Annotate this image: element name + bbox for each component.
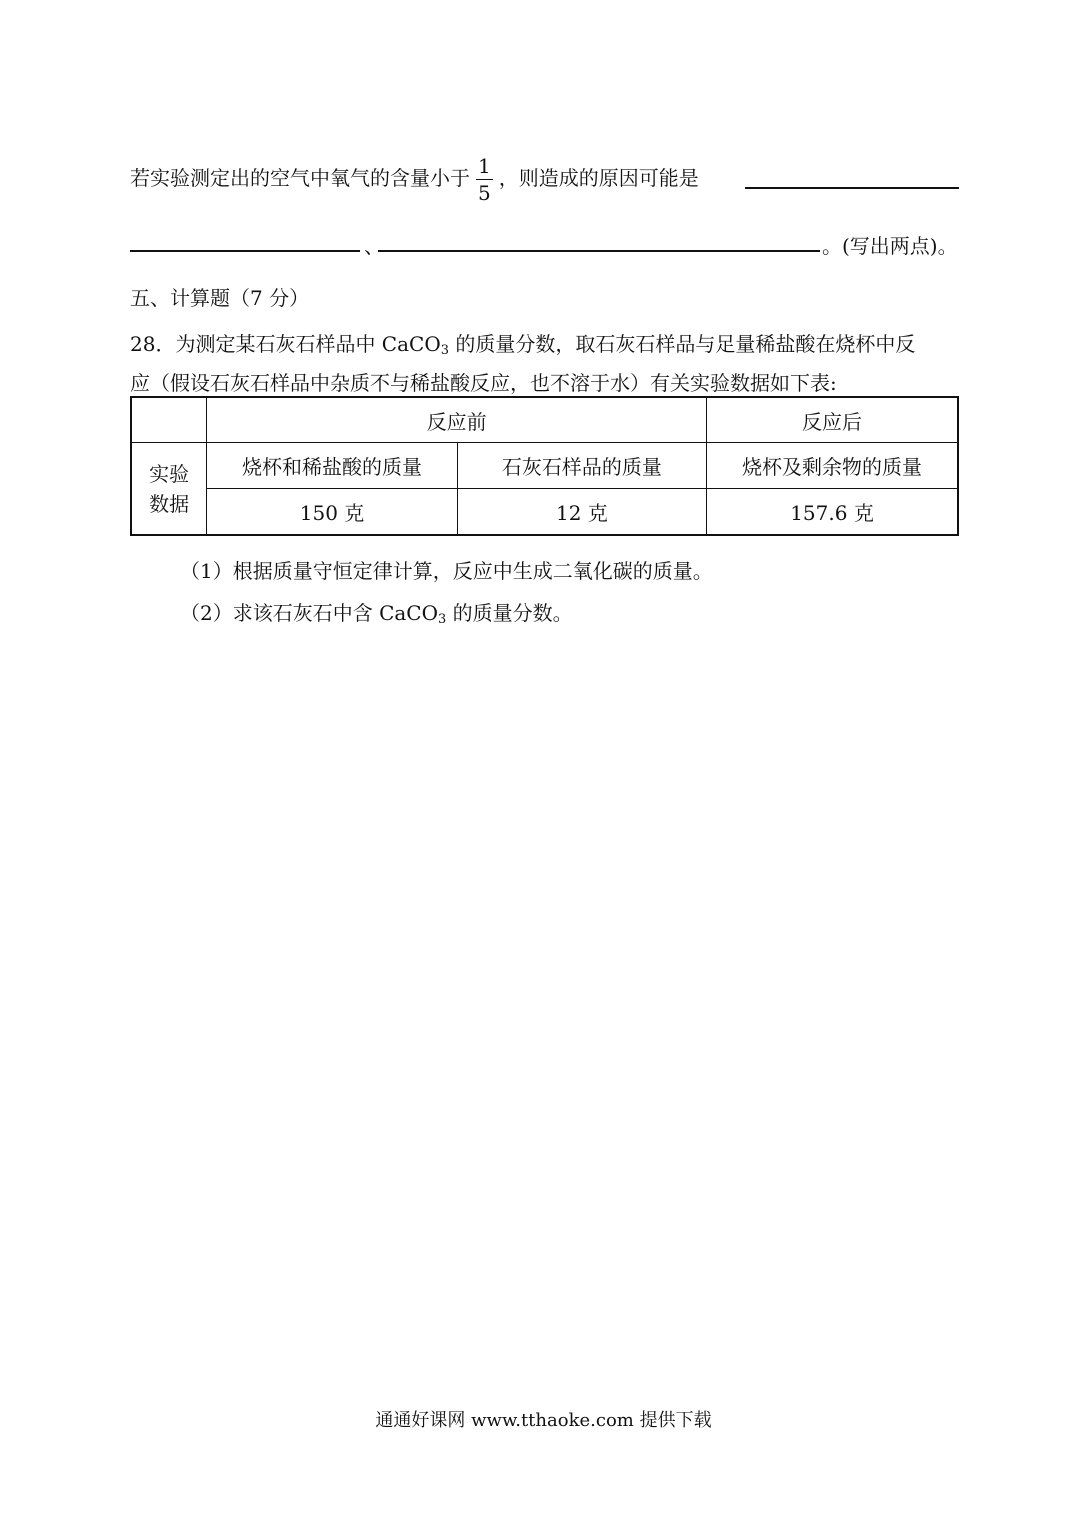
col-limestone-mass: 石灰石样品的质量 [457, 443, 706, 489]
q28-text-a: 28．为测定某石灰石样品中 CaCO [130, 332, 441, 356]
subq2-text-a: （2）求该石灰石中含 CaCO [180, 601, 439, 625]
answer-blank-2[interactable] [130, 250, 360, 252]
subq2-subscript: 3 [438, 612, 447, 627]
answer-blank-1[interactable] [745, 187, 959, 189]
q28-text-b: 的质量分数，取石灰石样品与足量稀盐酸在烧杯中反 [449, 332, 916, 356]
line1-suffix: ，则造成的原因可能是 [498, 166, 699, 190]
answer-blank-3[interactable] [378, 250, 820, 252]
table-value-row [131, 489, 958, 536]
table-column-label-row [131, 443, 958, 489]
line1-prefix: 若实验测定出的空气中氧气的含量小于 [130, 166, 470, 190]
question-28-line1 [130, 328, 915, 358]
subquestion-2 [180, 597, 573, 627]
table-corner-cell [131, 397, 207, 443]
col-beaker-remainder-mass: 烧杯及剩余物的质量 [707, 443, 958, 489]
table-header-row [131, 397, 958, 443]
page-footer: 通通好课网 www.tthaoke.com 提供下载 [375, 1410, 712, 1431]
question-28-line2: 应（假设石灰石样品中杂质不与稀盐酸反应，也不溶于水）有关实验数据如下表: [130, 371, 837, 395]
fraction-numerator: 1 [478, 154, 491, 178]
subq2-text-b: 的质量分数。 [446, 601, 573, 625]
fraction-denominator: 5 [478, 181, 491, 205]
one-fifth-fraction [476, 156, 493, 203]
section-heading: 五、计算题（7 分） [130, 286, 310, 310]
blank-separator: 、 [364, 234, 384, 258]
question-line-oxygen [130, 156, 699, 203]
value-beaker-acid: 150 克 [207, 489, 457, 536]
line2-suffix: 。(写出两点)。 [822, 234, 958, 258]
subquestion-1: （1）根据质量守恒定律计算，反应中生成二氧化碳的质量。 [180, 559, 713, 583]
value-limestone: 12 克 [457, 489, 706, 536]
before-reaction-header: 反应前 [207, 397, 707, 443]
row-label-cell: 实验 数据 [131, 443, 207, 536]
after-reaction-header: 反应后 [707, 397, 958, 443]
experiment-data-table [130, 396, 959, 536]
col-beaker-acid-mass: 烧杯和稀盐酸的质量 [207, 443, 457, 489]
value-beaker-remainder: 157.6 克 [707, 489, 958, 536]
q28-subscript: 3 [440, 343, 450, 358]
